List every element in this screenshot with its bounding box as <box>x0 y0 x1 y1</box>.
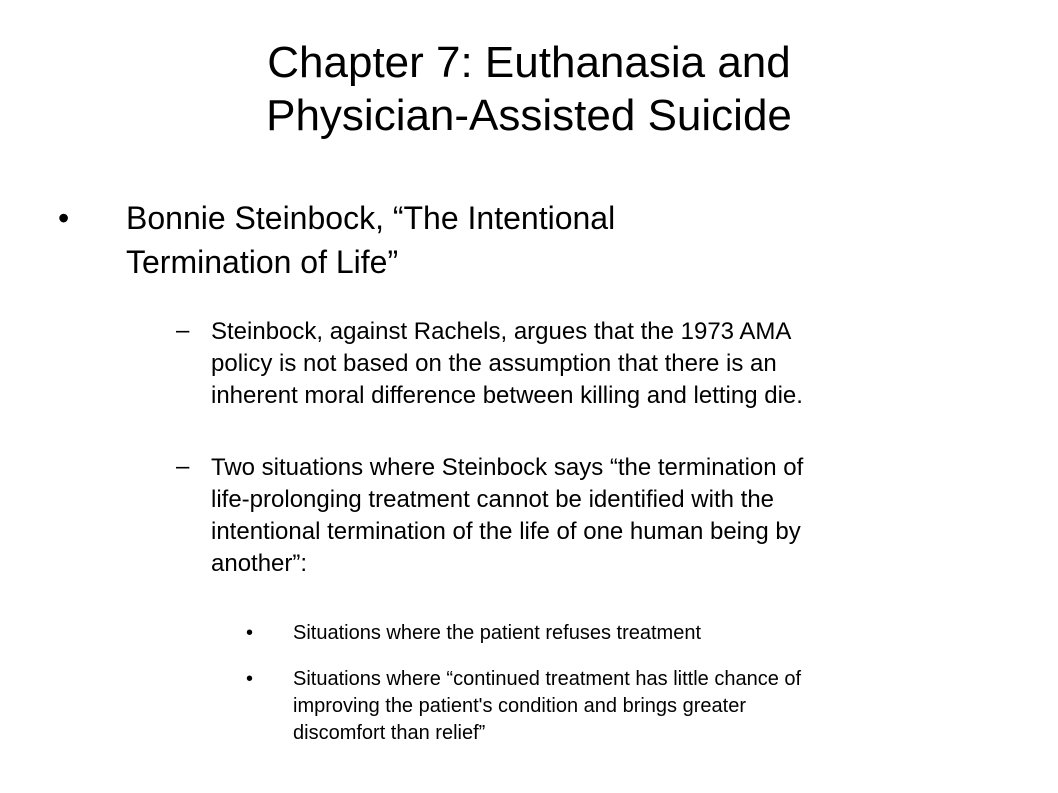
bullet-level-1-line-2: Termination of Life” <box>126 244 399 280</box>
slide-title-line-1: Chapter 7: Euthanasia and <box>267 38 791 87</box>
sub-bullet-situations-text <box>211 452 1011 580</box>
bullet-dot-icon: • <box>246 622 254 644</box>
sub-bullet-argument-text <box>211 316 1011 412</box>
sub-bullet-argument-line-2: policy is not based on the assumption that there is an <box>211 350 777 377</box>
sub-sub-bullet-refuses-line-1: Situations where the patient refuses treatment <box>293 622 702 644</box>
sub-sub-bullet-refuses-text <box>293 620 993 647</box>
sub-bullet-situations-line-4: another”: <box>211 550 308 577</box>
bullet-level-1-line-1: Bonnie Steinbock, “The Intentional <box>126 200 616 236</box>
slide-title <box>60 36 998 142</box>
dash-bullet-icon: – <box>176 453 190 480</box>
bullet-dot-icon: • <box>58 200 70 236</box>
slide-title-line-2: Physician-Assisted Suicide <box>266 91 792 140</box>
sub-sub-bullet-continued-text <box>293 666 993 747</box>
sub-sub-bullet-continued-line-2: improving the patient's condition and brings greater <box>293 695 746 717</box>
sub-bullet-situations-line-3: intentional termination of the life of one human being by <box>211 518 801 545</box>
sub-bullet-situations-line-1: Two situations where Steinbock says “the termination of <box>211 454 804 481</box>
bullet-level-1-text <box>126 196 966 284</box>
dash-bullet-icon: – <box>176 317 190 344</box>
sub-bullet-argument-line-3: inherent moral difference between killing and letting die. <box>211 382 803 409</box>
bullet-dot-icon: • <box>246 668 254 690</box>
sub-bullet-situations-line-2: life-prolonging treatment cannot be identified with the <box>211 486 775 513</box>
sub-sub-bullet-continued-line-1: Situations where “continued treatment has little chance of <box>293 668 802 690</box>
sub-bullet-argument-line-1: Steinbock, against Rachels, argues that the 1973 AMA <box>211 318 792 345</box>
sub-sub-bullet-continued-line-3: discomfort than relief” <box>293 722 486 744</box>
